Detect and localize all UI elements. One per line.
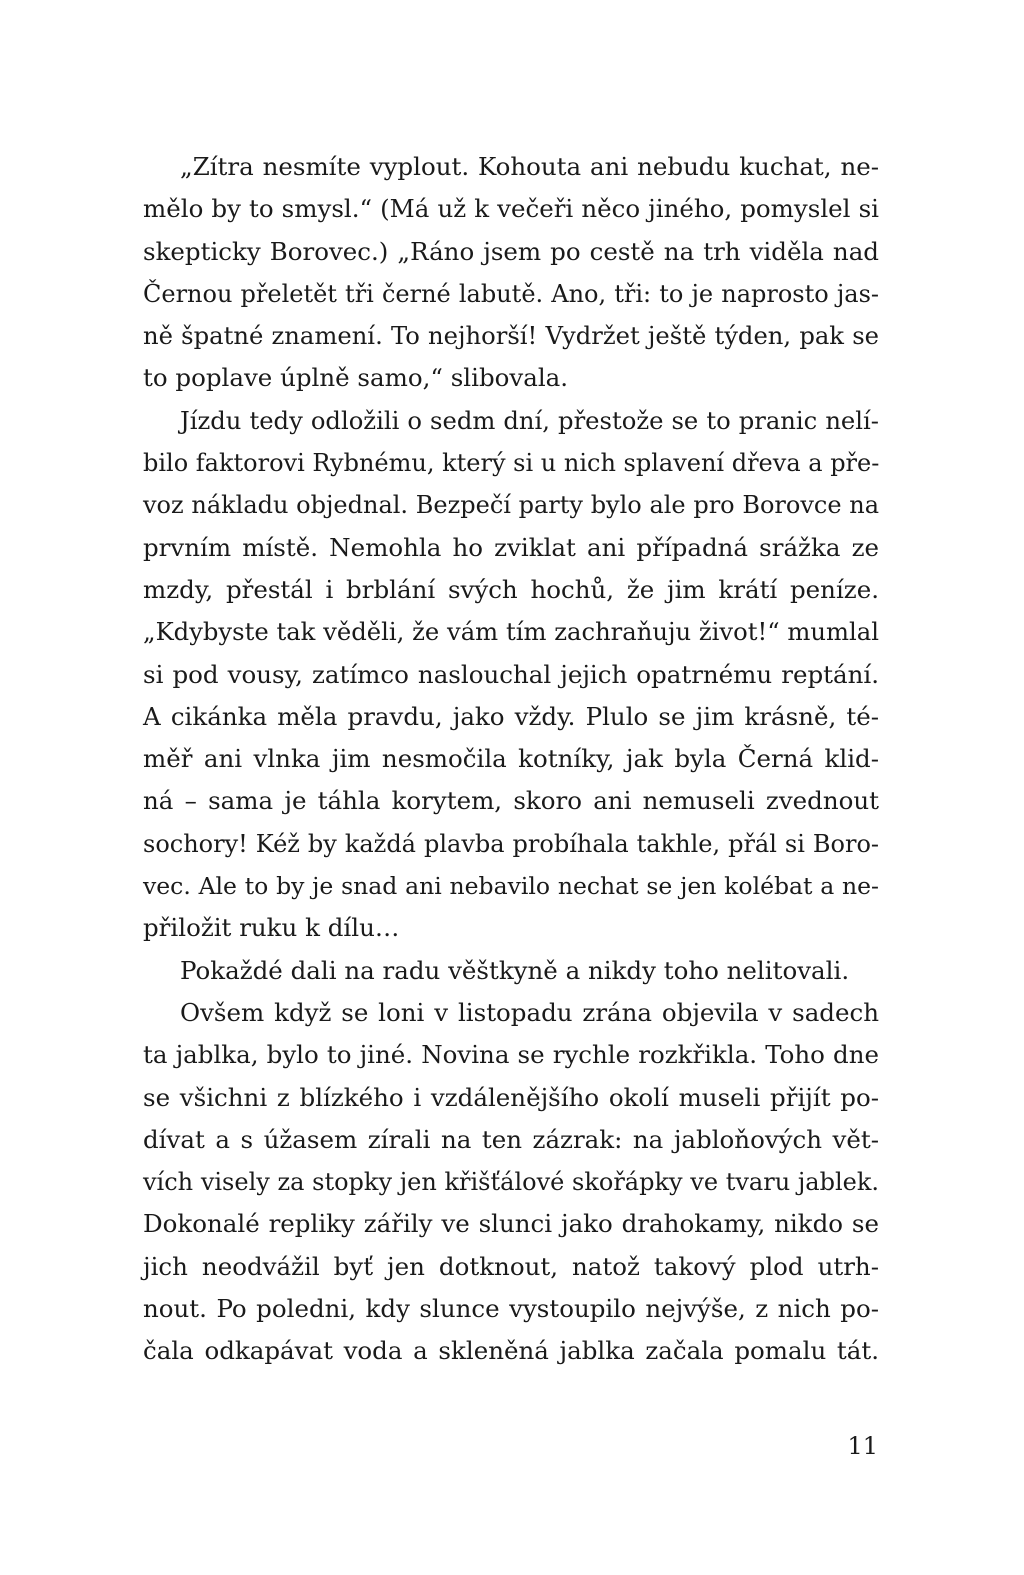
text-line: voz nákladu objednal. Bezpečí party bylo ale pro Borovce na: [143, 491, 879, 520]
text-line: Pokaždé dali na radu věštkyně a nikdy toho nelitovali.: [180, 955, 850, 985]
text-line: bilo faktorovi Rybnému, který si u nich splavení dřeva a pře-: [143, 449, 880, 478]
text-line: ná – sama je táhla korytem, skoro ani nemuseli zvednout: [143, 786, 879, 816]
text-line: skepticky Borovec.) „Ráno jsem po cestě na trh viděla nad: [143, 236, 879, 266]
text-line: mzdy, přestál i brblání svých hochů, že jim krátí peníze.: [143, 574, 879, 604]
text-line: mělo by to smysl.“ (Má už k večeři něco jiného, pomyslel si: [143, 194, 879, 224]
text-line: přiložit ruku k dílu…: [143, 913, 400, 943]
text-line: sochory! Kéž by každá plavba probíhala takhle, přál si Boro-: [143, 829, 879, 858]
text-line: prvním místě. Nemohla ho zviklat ani případná srážka ze: [143, 532, 879, 562]
text-line: dívat a s úžasem zírali na ten zázrak: na jabloňových vět-: [143, 1124, 879, 1154]
text-line: Černou přeletět tři černé labutě. Ano, tři: to je naprosto jas-: [143, 279, 879, 308]
text-line: si pod vousy, zatímco naslouchal jejich opatrnému reptání.: [143, 659, 879, 689]
text-line: ně špatné znamení. To nejhorší! Vydržet ještě týden, pak se: [143, 321, 879, 351]
text-line: měř ani vlnka jim nesmočila kotníky, jak byla Černá klid-: [143, 744, 879, 774]
text-line: vec. Ale to by je snad ani nebavilo nechat se jen kolébat a ne-: [143, 872, 879, 901]
text-line: čala odkapávat voda a skleněná jablka začala pomalu tát.: [143, 1336, 879, 1366]
text-line: Jízdu tedy odložili o sedm dní, přestože se to pranic nelí-: [180, 405, 879, 435]
body-text: [143, 146, 879, 1373]
text-line: ta jablka, bylo to jiné. Novina se rychle rozkřikla. Toho dne: [143, 1040, 879, 1070]
text-line: Ovšem když se loni v listopadu zrána objevila v sadech: [180, 997, 879, 1027]
text-line: vích visely za stopky jen křišťálové skořápky ve tvaru jablek.: [143, 1168, 879, 1197]
text-line: „Zítra nesmíte vyplout. Kohouta ani nebudu kuchat, ne-: [180, 152, 879, 181]
text-line: to poplave úplně samo,“ slibovala.: [143, 363, 569, 393]
text-line: se všichni z blízkého i vzdálenějšího okolí museli přijít po-: [143, 1082, 879, 1112]
page-number: 11: [847, 1432, 878, 1460]
text-line: jich neodvážil byť jen dotknout, natož takový plod utrh-: [143, 1251, 879, 1281]
text-line: A cikánka měla pravdu, jako vždy. Plulo se jim krásně, té-: [143, 701, 879, 731]
text-line: nout. Po poledni, kdy slunce vystoupilo nejvýše, z nich po-: [143, 1294, 879, 1324]
text-line: Dokonalé repliky zářily ve slunci jako drahokamy, nikdo se: [143, 1209, 879, 1239]
text-line: „Kdybyste tak věděli, že vám tím zachraňuju život!“ mumlal: [143, 617, 879, 647]
